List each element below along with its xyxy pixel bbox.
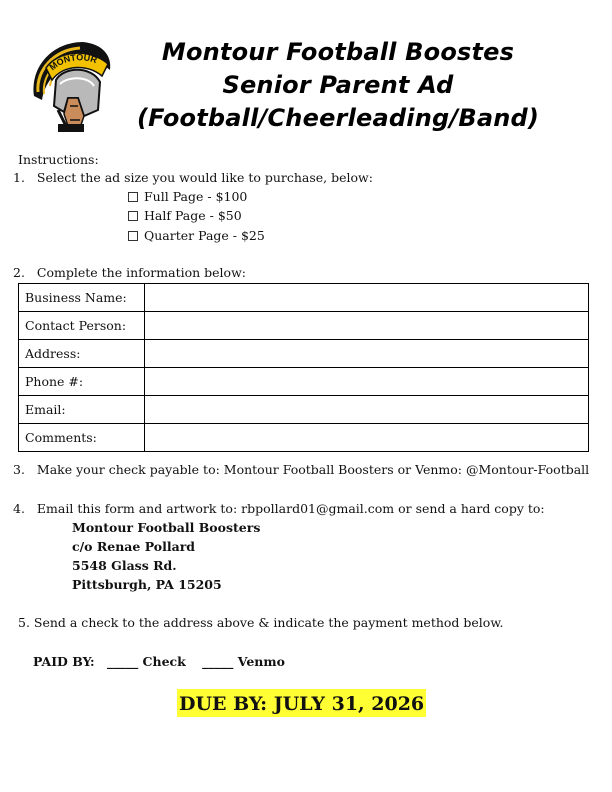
instructions-heading: Instructions: <box>18 152 99 167</box>
business-name-label: Business Name: <box>19 284 145 312</box>
logo-text: MONTOUR <box>47 52 99 73</box>
step-2-text: Complete the information below: <box>36 265 246 280</box>
page-title <box>128 36 548 135</box>
business-name-field[interactable] <box>145 284 589 312</box>
email-field[interactable] <box>145 396 589 424</box>
phone-label: Phone #: <box>19 368 145 396</box>
step-4 <box>13 501 545 516</box>
quarter-page-checkbox[interactable] <box>128 231 138 241</box>
full-page-label: Full Page - $100 <box>144 189 248 204</box>
venmo-option[interactable]: _____ Venmo <box>202 654 285 669</box>
step-4-text: Email this form and artwork to: rbpollard01@gmail.com or send a hard copy to: <box>36 501 545 516</box>
address-field[interactable] <box>145 340 589 368</box>
contact-person-field[interactable] <box>145 312 589 340</box>
comments-field[interactable] <box>145 424 589 452</box>
email-label: Email: <box>19 396 145 424</box>
half-page-label: Half Page - $50 <box>144 208 242 223</box>
mailing-address-line-1: Montour Football Boosters <box>72 520 261 535</box>
address-label: Address: <box>19 340 145 368</box>
step-2 <box>13 265 246 280</box>
svg-text:MONTOUR <box>47 52 98 72</box>
step-3 <box>13 462 589 477</box>
mailing-address-line-2: c/o Renae Pollard <box>72 539 196 554</box>
step-1-number: 1. <box>13 170 25 185</box>
title-line-1: Montour Football Boostes <box>161 38 515 66</box>
mailing-address-line-3: 5548 Glass Rd. <box>72 558 177 573</box>
contact-person-label: Contact Person: <box>19 312 145 340</box>
payment-method <box>33 654 285 669</box>
check-option[interactable]: _____ Check <box>106 654 186 669</box>
table-row <box>19 424 589 452</box>
comments-label: Comments: <box>19 424 145 452</box>
full-page-checkbox[interactable] <box>128 192 138 202</box>
ad-option-full-page[interactable] <box>128 189 247 204</box>
mailing-address-line-4: Pittsburgh, PA 15205 <box>72 577 222 592</box>
quarter-page-label: Quarter Page - $25 <box>144 228 265 243</box>
montour-spartan-logo <box>28 36 116 134</box>
paid-by-label: PAID BY: <box>33 654 95 669</box>
table-row <box>19 312 589 340</box>
title-line-3: (Football/Cheerleading/Band) <box>136 104 540 132</box>
phone-field[interactable] <box>145 368 589 396</box>
step-3-number: 3. <box>13 462 25 477</box>
step-4-number: 4. <box>13 501 25 516</box>
table-row <box>19 284 589 312</box>
table-row <box>19 340 589 368</box>
half-page-checkbox[interactable] <box>128 211 138 221</box>
step-2-number: 2. <box>13 265 25 280</box>
title-line-2: Senior Parent Ad <box>222 71 454 99</box>
step-3-text: Make your check payable to: Montour Football Boosters or Venmo: @Montour-Football <box>36 462 590 477</box>
logo-wordmark <box>28 36 116 134</box>
table-row <box>19 396 589 424</box>
business-info-table <box>18 283 589 452</box>
ad-option-quarter-page[interactable] <box>128 228 265 243</box>
step-1-text: Select the ad size you would like to purchase, below: <box>36 170 373 185</box>
step-5-text: 5. Send a check to the address above & indicate the payment method below. <box>18 615 504 630</box>
step-1 <box>13 170 373 185</box>
ad-option-half-page[interactable] <box>128 208 242 223</box>
due-date-banner: DUE BY: JULY 31, 2026 <box>177 689 426 717</box>
table-row <box>19 368 589 396</box>
